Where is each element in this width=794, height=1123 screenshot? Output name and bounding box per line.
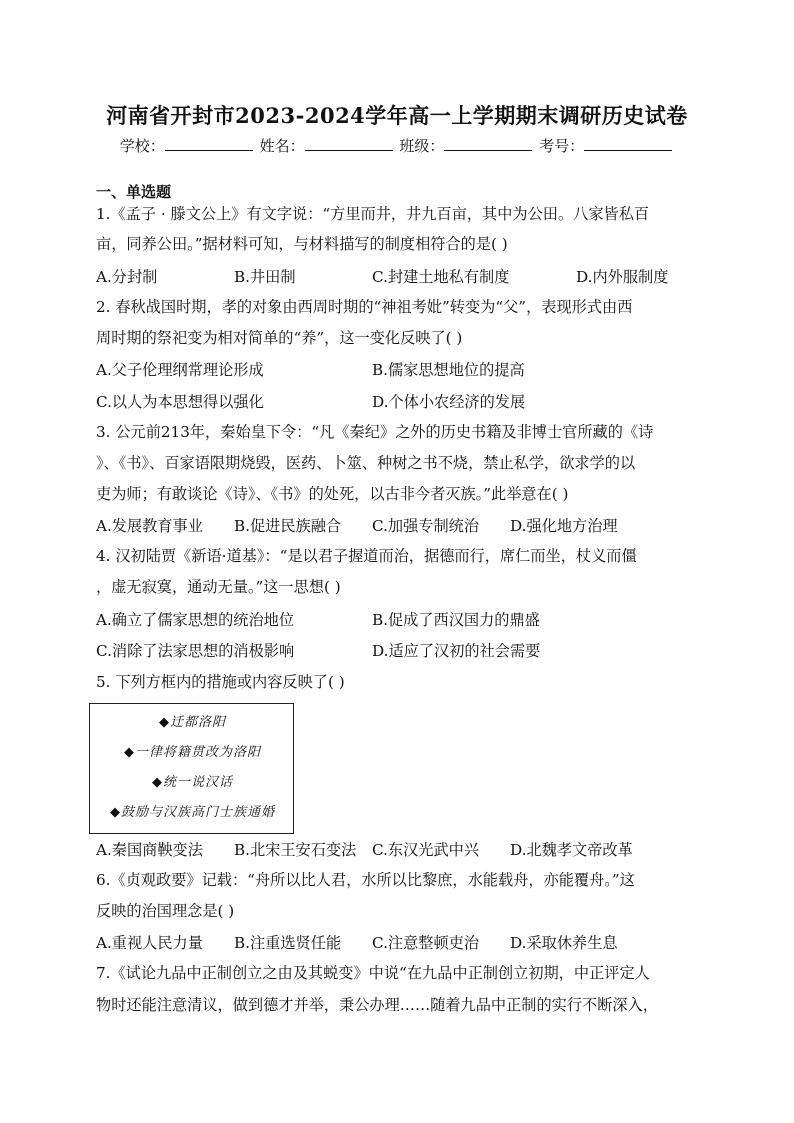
q6-line-1: 6.《贞观政要》记载：“舟所以比人君，水所以比黎庶，水能载舟，亦能覆舟。”这 [96, 871, 635, 889]
q3-option-b[interactable]: B.促进民族融合 [234, 517, 342, 535]
q5-option-a[interactable]: A.秦国商鞅变法 [96, 841, 203, 859]
q2-option-d[interactable]: D.个体小农经济的发展 [372, 393, 526, 411]
number-label: 考号： [539, 137, 585, 155]
q6-option-c[interactable]: C.注意整顿吏治 [372, 934, 480, 952]
q4-line-2: ，虚无寂寞，通动无量。”这一思想( ) [96, 578, 341, 596]
q6-option-a[interactable]: A.重视人民力量 [96, 934, 203, 952]
q5-option-c[interactable]: C.东汉光武中兴 [372, 841, 480, 859]
school-label: 学校： [119, 137, 165, 155]
q2-option-c[interactable]: C.以人为本思想得以强化 [96, 393, 264, 411]
name-blank[interactable] [305, 136, 393, 151]
q3-line-2: 》、《书》、百家语限期烧毁，医药、卜筮、种树之书不烧，禁止私学，欲求学的以 [96, 454, 636, 472]
q3-option-d[interactable]: D.强化地方治理 [510, 517, 618, 535]
school-blank[interactable] [165, 136, 253, 151]
q1-option-d[interactable]: D.内外服制度 [576, 268, 669, 286]
q5-line-1: 5. 下列方框内的措施或内容反映了( ) [96, 673, 345, 691]
q5-option-b[interactable]: B.北宋王安石变法 [234, 841, 357, 859]
name-label: 姓名： [259, 137, 305, 155]
q1-option-a[interactable]: A.分封制 [96, 268, 158, 286]
q6-option-b[interactable]: B.注重选贤任能 [234, 934, 342, 952]
q2-line-1: 2. 春秋战国时期，孝的对象由西周时期的“神祖考妣”转变为“父”，表现形式由西 [96, 298, 633, 316]
q5-material-box [89, 703, 294, 834]
q6-line-2: 反映的治国理念是( ) [96, 902, 235, 920]
q3-option-c[interactable]: C.加强专制统治 [372, 517, 480, 535]
q4-option-a[interactable]: A.确立了儒家思想的统治地位 [96, 611, 295, 629]
q1-line-1: 1.《孟子 · 滕文公上》有文字说：“方里而井，井九百亩，其中为公田。八家皆私百 [96, 205, 650, 223]
q5-box-item: ◆迁都洛阳 [159, 715, 226, 730]
q1-option-b[interactable]: B.井田制 [234, 268, 296, 286]
number-blank[interactable] [584, 136, 672, 151]
q3-line-1: 3. 公元前213年，秦始皇下令：“凡《秦纪》之外的历史书籍及非博士官所藏的《诗 [96, 423, 654, 441]
class-label: 班级： [399, 137, 445, 155]
q6-option-d[interactable]: D.采取休养生息 [510, 934, 618, 952]
student-info-row [0, 135, 794, 156]
q5-box-item: ◆统一说汉话 [152, 775, 233, 790]
q5-box-item: ◆一律将籍贯改为洛阳 [124, 745, 261, 760]
q4-option-c[interactable]: C.消除了法家思想的消极影响 [96, 642, 295, 660]
q4-option-d[interactable]: D.适应了汉初的社会需要 [372, 642, 541, 660]
q7-line-1: 7.《试论九品中正制创立之由及其蜕变》中说“在九品中正制创立初期，中正评定人 [96, 964, 650, 982]
section-heading: 一、单选题 [96, 183, 172, 201]
q2-line-2: 周时期的祭祀变为相对简单的“养”，这一变化反映了( ) [96, 329, 463, 347]
class-blank[interactable] [444, 136, 532, 151]
exam-title: 河南省开封市2023-2024学年高一上学期期末调研历史试卷 [106, 103, 688, 128]
q3-option-a[interactable]: A.发展教育事业 [96, 517, 203, 535]
q5-option-d[interactable]: D.北魏孝文帝改革 [510, 841, 633, 859]
q5-box-item: ◆鼓励与汉族高门士族通婚 [110, 805, 275, 820]
q4-line-1: 4. 汉初陆贾《新语·道基》：“是以君子握道而治，据德而行，席仁而坐，杖义而僵 [96, 547, 637, 565]
q2-option-b[interactable]: B.儒家思想地位的提高 [372, 361, 525, 379]
q3-line-3: 吏为师；有敢谈论《诗》、《书》的处死，以古非今者灭族。”此举意在( ) [96, 485, 569, 503]
q4-option-b[interactable]: B.促成了西汉国力的鼎盛 [372, 611, 540, 629]
q1-option-c[interactable]: C.封建土地私有制度 [372, 268, 510, 286]
q7-line-2: 物时还能注意清议，做到德才并举，秉公办理……随着九品中正制的实行不断深入， [96, 996, 658, 1014]
q1-line-2: 亩，同养公田。”据材料可知，与材料描写的制度相符合的是( ) [96, 235, 508, 253]
q2-option-a[interactable]: A.父子伦理纲常理论形成 [96, 361, 264, 379]
